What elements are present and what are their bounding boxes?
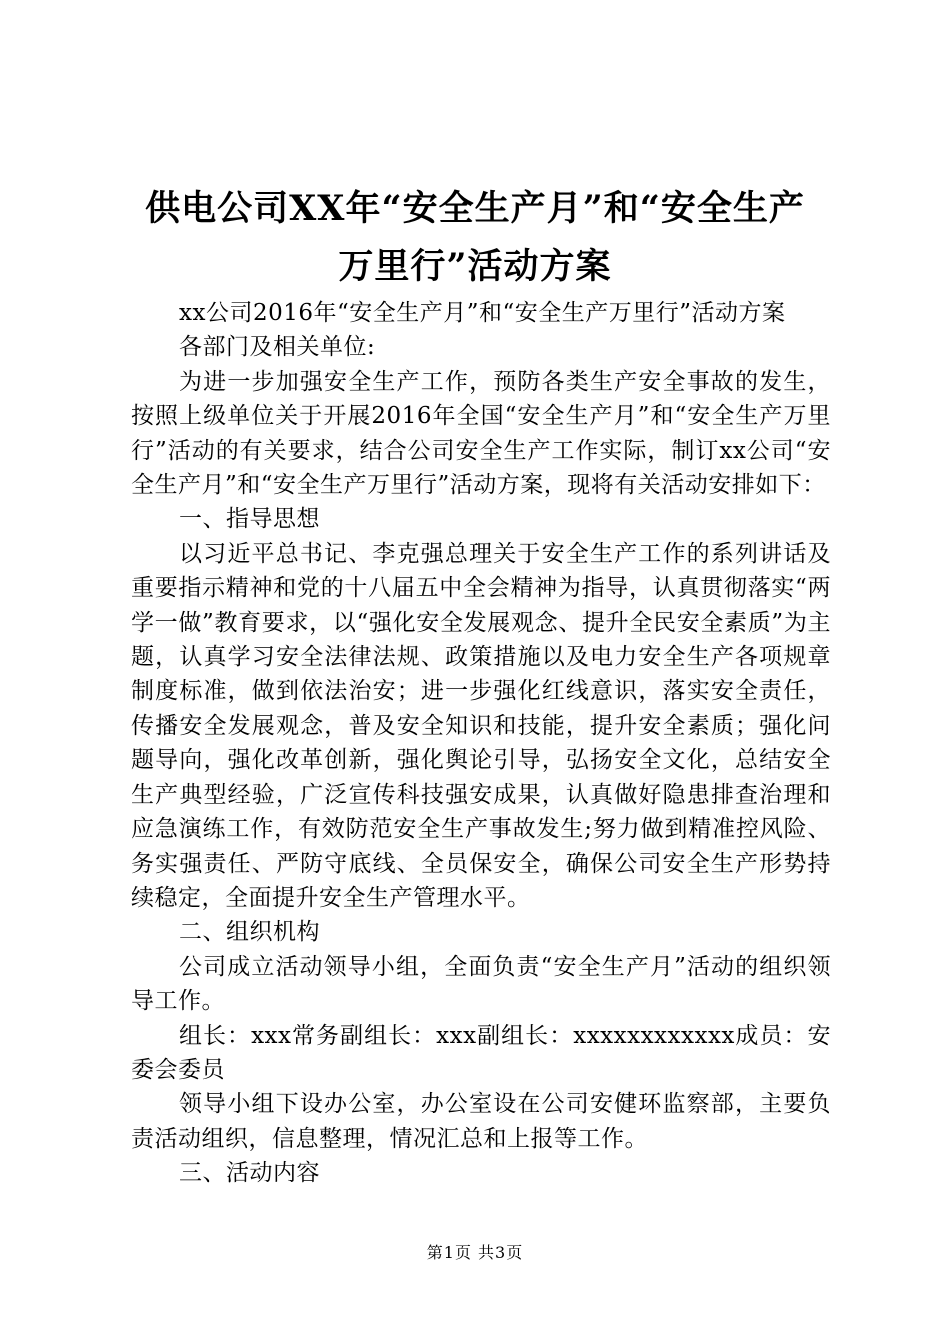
document-title-line-1: 供电公司XX年“安全生产月”和“安全生产 bbox=[145, 188, 805, 229]
document-subtitle: xx公司2016年“安全生产月”和“安全生产万里行”活动方案 bbox=[179, 300, 786, 326]
organization-paragraph: 公司成立活动领导小组，全面负责“安全生产月”活动的组织领导工作。 bbox=[131, 953, 831, 1015]
document-body bbox=[131, 296, 831, 1191]
intro-paragraph: 为进一步加强安全生产工作，预防各类生产安全事故的发生，按照上级单位关于开展2016年全国“安全生产月”和“安全生产万里行”活动的有关要求，结合公司安全生产工作实际，制订xx公司“安全生产月”和“安全生产万里行”活动方案，现将有关活动安排如下： bbox=[131, 368, 831, 499]
document-title-line-2: 万里行”活动方案 bbox=[338, 246, 612, 287]
page-footer: 第1页 共3页 bbox=[426, 1243, 524, 1262]
section-heading-activities: 三、活动内容 bbox=[179, 1160, 320, 1187]
salutation: 各部门及相关单位: bbox=[179, 334, 376, 361]
guiding-ideology-paragraph: 以习近平总书记、李克强总理关于安全生产工作的系列讲话及重要指示精神和党的十八届五中全会精神为指导，认真贯彻落实“两学一做”教育要求，以“强化安全发展观念、提升全民安全素质”为主题，认真学习安全法律法规、政策措施以及电力安全生产各项规章制度标准，做到依法治安；进一步强化红线意识，落实安全责任，传播安全发展观念，普及安全知识和技能，提升安全素质；强化问题导向，强化改革创新，强化舆论引导，弘扬安全文化，总结安全生产典型经验，广泛宣传科技强安成果，认真做好隐患排查治理和应急演练工作，有效防范安全生产事故发生;努力做到精准控风险、务实强责任、严防守底线、全员保安全，确保公司安全生产形势持续稳定，全面提升安全生产管理水平。 bbox=[131, 540, 831, 911]
section-heading-organization: 二、组织机构 bbox=[179, 919, 320, 946]
members-paragraph: 组长：xxx常务副组长：xxx副组长：xxxxxxxxxxxx成员：安委会委员 bbox=[131, 1022, 831, 1083]
section-heading-guiding-ideology: 一、指导思想 bbox=[179, 506, 320, 533]
office-paragraph: 领导小组下设办公室，办公室设在公司安健环监察部，主要负责活动组织，信息整理，情况汇总和上报等工作。 bbox=[131, 1091, 831, 1152]
